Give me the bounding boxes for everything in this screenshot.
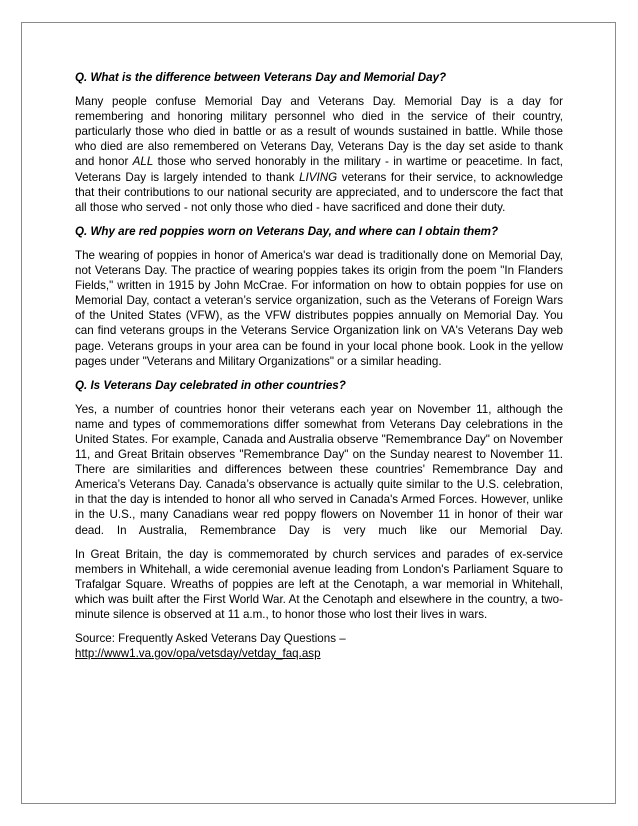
answer-1-emphasis-living: LIVING bbox=[299, 170, 338, 184]
faq-question-3: Q. Is Veterans Day celebrated in other countries? bbox=[75, 378, 346, 392]
answer-1-emphasis-all: ALL bbox=[132, 155, 154, 169]
faq-answer-2: The wearing of poppies in honor of America's war dead is traditionally done on Memorial Day, not Veterans Day. The practice of wearing poppies takes its origin from the poem "In Flanders Fields," written in 1915 by John McCrae. For information on how to obtain poppies for use on Memorial Day, contact a veteran’s service organization, such as the Veterans of Foreign Wars of the United States (VFW), as the VFW distributes poppies annually on Memorial Day. You can find veterans groups in the Veterans Service Organization link on VA's Veterans Day web page. Veterans groups in your area can be found in your local phone book. Look in the yellow pages under "Veterans and Military Organizations" or a similar heading. bbox=[75, 248, 563, 368]
source-label: Source: Frequently Asked Veterans Day Questions – bbox=[75, 632, 346, 646]
faq-question-2: Q. Why are red poppies worn on Veterans Day, and where can I obtain them? bbox=[75, 224, 499, 238]
source-citation bbox=[75, 631, 563, 661]
faq-answer-3-paragraph-1: Yes, a number of countries honor their veterans each year on November 11, although the name and types of commemorations differ somewhat from Veterans Day celebrations in the United States. For example, Canada and Australia observe "Remembrance Day" on November 11, and Great Britain observes "Remembrance Day" on the Sunday nearest to November 11. There are similarities and differences between these countries' Remembrance Day and America’s Veterans Day. Canada’s observance is actually quite similar to the U.S. celebration, in that the day is intended to honor all who served in Canada's Armed Forces. However, unlike in the U.S., many Canadians wear red poppy flowers on November 11 in honor of their war dead. In Australia, Remembrance Day is very much like our Memorial Day. bbox=[75, 402, 563, 537]
faq-answer-3-paragraph-2: In Great Britain, the day is commemorated by church services and parades of ex-service members in Whitehall, a wide ceremonial avenue leading from London's Parliament Square to Trafalgar Square. Wreaths of poppies are left at the Cenotaph, a war memorial in Whitehall, which was built after the First World War. At the Cenotaph and elsewhere in the country, a two-minute silence is observed at 11 a.m., to honor those who lost their lives in wars. bbox=[75, 547, 563, 621]
source-link[interactable]: http://www1.va.gov/opa/vetsday/vetday_faq.asp bbox=[75, 647, 321, 661]
answer-1-text-c: veterans for their service, to acknowledge that their contributions to our national security are appreciated, and to underscore the fact that all those who served - not only those who died - have sacrificed and done their duty. bbox=[75, 170, 563, 214]
document-body bbox=[75, 70, 563, 661]
faq-answer-1 bbox=[75, 94, 563, 215]
faq-question-1: Q. What is the difference between Veterans Day and Memorial Day? bbox=[75, 71, 447, 84]
answer-1-text-a: Many people confuse Memorial Day and Veterans Day. Memorial Day is a day for remembering and honoring military personnel who died in the service of their country, particularly those who died in battle or as a result of wounds sustained in battle. While those who died are also remembered on Veterans Day, Veterans Day is the day set aside to thank and honor bbox=[75, 95, 563, 169]
answer-1-text-b: those who served honorably in the military - in wartime or peacetime. In fact, Veterans Day is largely intended to thank bbox=[75, 155, 563, 184]
